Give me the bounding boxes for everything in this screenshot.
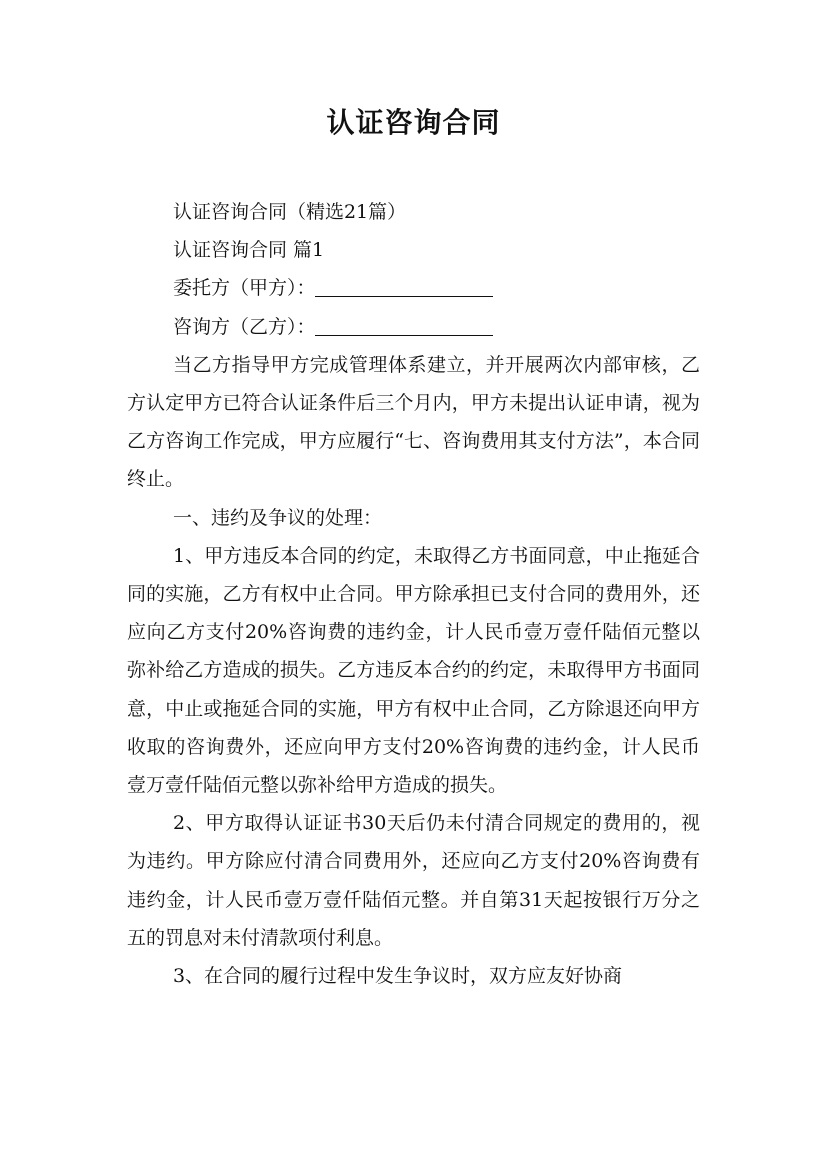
paragraph-section-heading: 认证咨询合同 篇1 bbox=[172, 239, 325, 262]
paragraph-clause-3: 3、在合同的履行过程中发生争议时，双方应友好协商 bbox=[172, 965, 623, 988]
document-title: 认证咨询合同 bbox=[326, 106, 501, 139]
client-label: 委托方（甲方）： bbox=[172, 277, 316, 300]
paragraph-consultant-line bbox=[127, 308, 700, 346]
paragraph-breach-heading: 一、违约及争议的处理： bbox=[172, 506, 382, 529]
consultant-label: 咨询方（乙方）： bbox=[172, 315, 316, 338]
paragraph-client-line bbox=[127, 269, 700, 307]
document-body bbox=[127, 193, 700, 995]
paragraph-clause-1: 1、甲方违反本合同的约定，未取得乙方书面同意，中止拖延合同的实施，乙方有权中止合同。甲方除承担已支付合同的费用外，还应向乙方支付20%咨询费的违约金，计人民币壹万壹仟陆佰元整以弥补给乙方造成的损失。乙方违反本合约的约定，未取得甲方书面同意，中止或拖延合同的实施，甲方有权中止合同，乙方除退还向甲方收取的咨询费外，还应向甲方支付20%咨询费的违约金，计人民币壹万壹仟陆佰元整以弥补给甲方造成的损失。 bbox=[127, 544, 700, 797]
client-blank-line bbox=[315, 272, 493, 297]
paragraph-clause-2: 2、甲方取得认证证书30天后仍未付清合同规定的费用的，视为违约。甲方除应付清合同费用外，还应向乙方支付20%咨询费有违约金，计人民币壹万壹仟陆佰元整。并自第31天起按银行万分之五的罚息对未付清款项付利息。 bbox=[127, 812, 700, 949]
paragraph-completion-clause: 当乙方指导甲方完成管理体系建立，并开展两次内部审核，乙方认定甲方已符合认证条件后三个月内，甲方未提出认证申请，视为乙方咨询工作完成，甲方应履行“七、咨询费用其支付方法”，本合同终止。 bbox=[127, 353, 700, 491]
paragraph-subtitle: 认证咨询合同（精选21篇） bbox=[172, 201, 407, 223]
consultant-blank-line bbox=[315, 311, 493, 336]
